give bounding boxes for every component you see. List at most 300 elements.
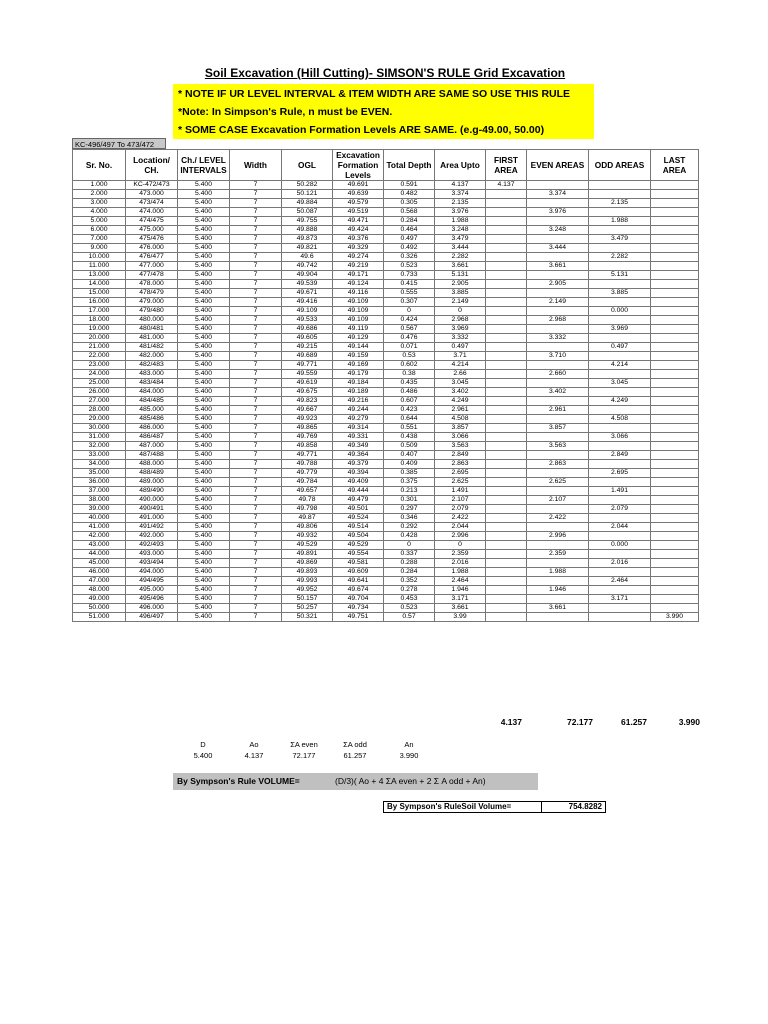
symbol-odd-label: ΣA odd bbox=[343, 740, 367, 749]
table-cell: 491.000 bbox=[126, 514, 178, 523]
table-cell: 4.214 bbox=[589, 361, 651, 370]
note-formation-levels: * SOME CASE Excavation Formation Levels ARE SAME. (e.g-49.00, 50.00) bbox=[178, 124, 545, 136]
table-cell bbox=[486, 406, 527, 415]
table-cell: 0.278 bbox=[384, 586, 435, 595]
table-cell: 2.905 bbox=[435, 280, 486, 289]
table-cell: 39.000 bbox=[73, 505, 126, 514]
table-cell: 5.400 bbox=[178, 415, 230, 424]
table-row bbox=[73, 424, 699, 433]
table-cell bbox=[486, 397, 527, 406]
table-cell: 30.000 bbox=[73, 424, 126, 433]
table-cell: 7 bbox=[230, 190, 282, 199]
table-cell: 3.661 bbox=[527, 604, 589, 613]
table-cell: 49.893 bbox=[282, 568, 333, 577]
table-cell: 5.400 bbox=[178, 262, 230, 271]
table-cell: 2.996 bbox=[435, 532, 486, 541]
table-cell bbox=[527, 487, 589, 496]
table-row bbox=[73, 253, 699, 262]
table-row bbox=[73, 235, 699, 244]
table-cell: 5.400 bbox=[178, 424, 230, 433]
table-cell bbox=[486, 208, 527, 217]
table-cell: 9.000 bbox=[73, 244, 126, 253]
table-row bbox=[73, 523, 699, 532]
table-cell: 21.000 bbox=[73, 343, 126, 352]
table-row bbox=[73, 460, 699, 469]
table-cell: 484.000 bbox=[126, 388, 178, 397]
table-cell: 2.968 bbox=[435, 316, 486, 325]
table-cell: 5.400 bbox=[178, 388, 230, 397]
table-cell: 5.400 bbox=[178, 199, 230, 208]
table-cell: 483/484 bbox=[126, 379, 178, 388]
table-cell: 5.400 bbox=[178, 496, 230, 505]
column-header: Area Upto bbox=[435, 150, 486, 181]
table-cell: 35.000 bbox=[73, 469, 126, 478]
table-cell: 37.000 bbox=[73, 487, 126, 496]
table-cell: 489/490 bbox=[126, 487, 178, 496]
table-cell: 2.107 bbox=[435, 496, 486, 505]
symbol-even-value: 72.177 bbox=[292, 751, 316, 760]
table-cell: 2.044 bbox=[435, 523, 486, 532]
table-cell bbox=[527, 523, 589, 532]
table-cell: 0.38 bbox=[384, 370, 435, 379]
table-cell: 494.000 bbox=[126, 568, 178, 577]
table-row bbox=[73, 226, 699, 235]
table-cell: 7 bbox=[230, 586, 282, 595]
table-cell: 49.394 bbox=[333, 469, 384, 478]
table-cell: 493/494 bbox=[126, 559, 178, 568]
table-cell bbox=[527, 577, 589, 586]
table-row bbox=[73, 208, 699, 217]
symbol-d-value: 5.400 bbox=[193, 751, 213, 760]
table-cell: 5.400 bbox=[178, 226, 230, 235]
table-cell: 7 bbox=[230, 289, 282, 298]
table-cell bbox=[486, 424, 527, 433]
table-row bbox=[73, 352, 699, 361]
page-title: Soil Excavation (Hill Cutting)- SIMSON'S RULE Grid Excavation bbox=[204, 66, 566, 80]
table-cell: 7 bbox=[230, 262, 282, 271]
table-row bbox=[73, 361, 699, 370]
table-cell: 487.000 bbox=[126, 442, 178, 451]
table-cell: 3.885 bbox=[589, 289, 651, 298]
table-cell: 49.144 bbox=[333, 343, 384, 352]
table-cell: 7 bbox=[230, 442, 282, 451]
table-cell: 11.000 bbox=[73, 262, 126, 271]
table-cell: 479.000 bbox=[126, 298, 178, 307]
table-cell bbox=[589, 532, 651, 541]
table-cell: 2.422 bbox=[435, 514, 486, 523]
table-cell: 3.444 bbox=[435, 244, 486, 253]
table-row bbox=[73, 298, 699, 307]
table-cell: 7 bbox=[230, 424, 282, 433]
table-cell: 2.849 bbox=[435, 451, 486, 460]
table-cell: 4.249 bbox=[435, 397, 486, 406]
table-row bbox=[73, 397, 699, 406]
table-cell: 36.000 bbox=[73, 478, 126, 487]
table-cell bbox=[486, 433, 527, 442]
table-cell: 17.000 bbox=[73, 307, 126, 316]
table-row bbox=[73, 541, 699, 550]
table-cell bbox=[589, 604, 651, 613]
table-cell bbox=[527, 469, 589, 478]
table-cell bbox=[651, 262, 699, 271]
table-cell: 5.400 bbox=[178, 523, 230, 532]
table-cell: 49.109 bbox=[333, 316, 384, 325]
table-cell: 49.932 bbox=[282, 532, 333, 541]
table-cell bbox=[486, 253, 527, 262]
table-cell: 1.988 bbox=[435, 217, 486, 226]
table-cell: 5.400 bbox=[178, 586, 230, 595]
total-first-area: 4.137 bbox=[500, 717, 522, 727]
table-cell: 46.000 bbox=[73, 568, 126, 577]
table-cell: 27.000 bbox=[73, 397, 126, 406]
table-cell: 7 bbox=[230, 235, 282, 244]
table-cell bbox=[589, 460, 651, 469]
table-cell: 0.567 bbox=[384, 325, 435, 334]
table-cell: 0.292 bbox=[384, 523, 435, 532]
table-cell: 5.400 bbox=[178, 613, 230, 622]
table-cell bbox=[589, 298, 651, 307]
table-cell: 2.359 bbox=[527, 550, 589, 559]
table-cell: 0.352 bbox=[384, 577, 435, 586]
table-cell: 1.946 bbox=[527, 586, 589, 595]
table-cell: 10.000 bbox=[73, 253, 126, 262]
table-cell: 0.644 bbox=[384, 415, 435, 424]
table-cell: 5.400 bbox=[178, 379, 230, 388]
table-cell bbox=[589, 334, 651, 343]
formula-label: By Sympson's Rule VOLUME= bbox=[177, 776, 300, 786]
table-cell: 51.000 bbox=[73, 613, 126, 622]
table-row bbox=[73, 325, 699, 334]
table-cell: 49.581 bbox=[333, 559, 384, 568]
table-cell: 0.497 bbox=[589, 343, 651, 352]
table-cell: 13.000 bbox=[73, 271, 126, 280]
table-cell: 0.346 bbox=[384, 514, 435, 523]
table-cell bbox=[651, 451, 699, 460]
table-cell: 3.402 bbox=[435, 388, 486, 397]
table-cell: 7 bbox=[230, 460, 282, 469]
table-cell bbox=[651, 253, 699, 262]
table-cell bbox=[486, 244, 527, 253]
table-cell: 2.695 bbox=[435, 469, 486, 478]
table-cell bbox=[527, 613, 589, 622]
table-cell bbox=[589, 586, 651, 595]
table-cell: 7 bbox=[230, 577, 282, 586]
table-cell: 5.400 bbox=[178, 253, 230, 262]
note-box bbox=[173, 84, 594, 139]
table-cell: 49.674 bbox=[333, 586, 384, 595]
table-cell bbox=[486, 523, 527, 532]
table-cell bbox=[527, 199, 589, 208]
table-cell: 49.798 bbox=[282, 505, 333, 514]
table-cell: 7 bbox=[230, 469, 282, 478]
table-cell: 7 bbox=[230, 406, 282, 415]
table-cell: 49.858 bbox=[282, 442, 333, 451]
table-cell bbox=[486, 199, 527, 208]
table-cell bbox=[589, 550, 651, 559]
table-cell bbox=[527, 397, 589, 406]
table-cell bbox=[589, 478, 651, 487]
table-cell: 49.671 bbox=[282, 289, 333, 298]
table-cell: 32.000 bbox=[73, 442, 126, 451]
table-cell: 22.000 bbox=[73, 352, 126, 361]
table-row bbox=[73, 316, 699, 325]
table-cell bbox=[651, 235, 699, 244]
table-cell bbox=[589, 388, 651, 397]
table-cell: 23.000 bbox=[73, 361, 126, 370]
table-cell bbox=[589, 190, 651, 199]
table-cell bbox=[486, 577, 527, 586]
table-cell: 49.109 bbox=[333, 298, 384, 307]
table-cell: 49.416 bbox=[282, 298, 333, 307]
table-cell: 0.297 bbox=[384, 505, 435, 514]
table-cell: 28.000 bbox=[73, 406, 126, 415]
table-cell: 15.000 bbox=[73, 289, 126, 298]
table-cell: 49.000 bbox=[73, 595, 126, 604]
table-cell: 4.137 bbox=[486, 181, 527, 190]
table-cell: 49.501 bbox=[333, 505, 384, 514]
table-cell: 49.471 bbox=[333, 217, 384, 226]
table-cell bbox=[527, 289, 589, 298]
table-cell: 1.946 bbox=[435, 586, 486, 595]
table-cell bbox=[527, 379, 589, 388]
table-cell: 49.742 bbox=[282, 262, 333, 271]
table-cell bbox=[651, 550, 699, 559]
table-cell: 3.969 bbox=[589, 325, 651, 334]
formula-expression: (D/3)( Ao + 4 ΣA even + 2 Σ A odd + An) bbox=[335, 776, 486, 786]
table-cell: 477/478 bbox=[126, 271, 178, 280]
table-cell: 3.479 bbox=[435, 235, 486, 244]
table-cell: 2.000 bbox=[73, 190, 126, 199]
table-cell bbox=[527, 361, 589, 370]
table-cell bbox=[486, 352, 527, 361]
table-cell bbox=[486, 514, 527, 523]
table-cell: 7 bbox=[230, 559, 282, 568]
table-cell: 489.000 bbox=[126, 478, 178, 487]
table-cell: 2.863 bbox=[527, 460, 589, 469]
table-cell bbox=[486, 532, 527, 541]
column-header: ODD AREAS bbox=[589, 150, 651, 181]
table-cell: 5.400 bbox=[178, 307, 230, 316]
table-cell: 49.329 bbox=[333, 244, 384, 253]
table-row bbox=[73, 190, 699, 199]
table-cell: 49.559 bbox=[282, 370, 333, 379]
table-cell: 0.438 bbox=[384, 433, 435, 442]
table-cell: 5.400 bbox=[178, 361, 230, 370]
table-cell bbox=[486, 217, 527, 226]
table-cell: 49.78 bbox=[282, 496, 333, 505]
table-cell bbox=[486, 451, 527, 460]
table-cell: 49.216 bbox=[333, 397, 384, 406]
table-cell: 2.149 bbox=[527, 298, 589, 307]
table-cell: 49.873 bbox=[282, 235, 333, 244]
table-cell bbox=[651, 478, 699, 487]
table-cell bbox=[486, 415, 527, 424]
table-cell: 49.274 bbox=[333, 253, 384, 262]
table-cell: 7 bbox=[230, 550, 282, 559]
table-cell: 49.788 bbox=[282, 460, 333, 469]
table-cell: 473/474 bbox=[126, 199, 178, 208]
table-cell bbox=[651, 190, 699, 199]
table-cell: 43.000 bbox=[73, 541, 126, 550]
table-cell: 486.000 bbox=[126, 424, 178, 433]
table-cell bbox=[651, 325, 699, 334]
table-cell: 7 bbox=[230, 487, 282, 496]
table-cell: 49.364 bbox=[333, 451, 384, 460]
table-cell bbox=[486, 262, 527, 271]
table-row bbox=[73, 181, 699, 190]
table-cell bbox=[651, 370, 699, 379]
table-cell: 5.400 bbox=[178, 559, 230, 568]
table-cell: 0 bbox=[435, 541, 486, 550]
table-cell: 5.400 bbox=[178, 244, 230, 253]
table-cell: 5.400 bbox=[178, 397, 230, 406]
table-cell: 486/487 bbox=[126, 433, 178, 442]
table-cell: 7 bbox=[230, 253, 282, 262]
table-cell: 473.000 bbox=[126, 190, 178, 199]
table-cell: 49.314 bbox=[333, 424, 384, 433]
table-cell: 481.000 bbox=[126, 334, 178, 343]
table-cell bbox=[651, 181, 699, 190]
table-cell: 7 bbox=[230, 316, 282, 325]
table-cell: 0.385 bbox=[384, 469, 435, 478]
table-cell bbox=[527, 217, 589, 226]
table-cell: 49.657 bbox=[282, 487, 333, 496]
table-cell: 49.409 bbox=[333, 478, 384, 487]
table-cell: 0.375 bbox=[384, 478, 435, 487]
column-header: OGL bbox=[282, 150, 333, 181]
table-cell: 49.609 bbox=[333, 568, 384, 577]
table-cell: 0.57 bbox=[384, 613, 435, 622]
table-cell: 488/489 bbox=[126, 469, 178, 478]
table-cell: 49.993 bbox=[282, 577, 333, 586]
table-cell: 480/481 bbox=[126, 325, 178, 334]
table-cell: 492/493 bbox=[126, 541, 178, 550]
table-cell bbox=[527, 325, 589, 334]
table-cell bbox=[651, 208, 699, 217]
table-cell: 6.000 bbox=[73, 226, 126, 235]
table-cell: 7 bbox=[230, 595, 282, 604]
table-cell: 0.284 bbox=[384, 217, 435, 226]
table-cell: 5.400 bbox=[178, 343, 230, 352]
table-cell: 7 bbox=[230, 343, 282, 352]
table-cell bbox=[651, 586, 699, 595]
table-cell bbox=[589, 280, 651, 289]
table-cell: 50.087 bbox=[282, 208, 333, 217]
table-cell bbox=[527, 595, 589, 604]
table-cell: 49.865 bbox=[282, 424, 333, 433]
table-cell: 49.641 bbox=[333, 577, 384, 586]
table-cell bbox=[527, 505, 589, 514]
table-cell: 3.661 bbox=[435, 262, 486, 271]
table-cell: 1.491 bbox=[589, 487, 651, 496]
table-cell: 4.214 bbox=[435, 361, 486, 370]
table-cell: 3.99 bbox=[435, 613, 486, 622]
table-cell: 477.000 bbox=[126, 262, 178, 271]
table-cell: 49.888 bbox=[282, 226, 333, 235]
table-cell: 482/483 bbox=[126, 361, 178, 370]
table-cell: 7 bbox=[230, 478, 282, 487]
table-cell: 49.529 bbox=[282, 541, 333, 550]
table-cell: 7 bbox=[230, 415, 282, 424]
table-cell: 7 bbox=[230, 613, 282, 622]
table-cell: 3.976 bbox=[527, 208, 589, 217]
table-cell: 7 bbox=[230, 325, 282, 334]
total-last-area: 3.990 bbox=[678, 717, 700, 727]
soil-volume-box bbox=[383, 801, 606, 813]
table-cell: 0.326 bbox=[384, 253, 435, 262]
table-cell: 2.282 bbox=[435, 253, 486, 262]
table-row bbox=[73, 586, 699, 595]
table-cell: 49.376 bbox=[333, 235, 384, 244]
table-cell: 3.374 bbox=[435, 190, 486, 199]
table-row bbox=[73, 577, 699, 586]
table-cell: 7 bbox=[230, 541, 282, 550]
formula-bar bbox=[173, 773, 538, 790]
table-cell bbox=[486, 316, 527, 325]
table-cell: 5.400 bbox=[178, 217, 230, 226]
table-cell: 5.400 bbox=[178, 604, 230, 613]
table-cell: 49.87 bbox=[282, 514, 333, 523]
table-cell: 492.000 bbox=[126, 532, 178, 541]
table-cell: 4.508 bbox=[435, 415, 486, 424]
table-cell: 3.000 bbox=[73, 199, 126, 208]
table-cell: 49.771 bbox=[282, 451, 333, 460]
table-row bbox=[73, 487, 699, 496]
table-cell: 0.602 bbox=[384, 361, 435, 370]
table-cell bbox=[589, 208, 651, 217]
table-cell bbox=[651, 460, 699, 469]
table-cell: 49.215 bbox=[282, 343, 333, 352]
table-cell: 5.400 bbox=[178, 289, 230, 298]
table-cell: 49.779 bbox=[282, 469, 333, 478]
table-cell: 3.661 bbox=[435, 604, 486, 613]
table-row bbox=[73, 289, 699, 298]
table-cell: 0.288 bbox=[384, 559, 435, 568]
table-cell: 5.400 bbox=[178, 442, 230, 451]
table-cell: 5.400 bbox=[178, 190, 230, 199]
table-cell: 5.400 bbox=[178, 298, 230, 307]
table-cell: 483.000 bbox=[126, 370, 178, 379]
table-cell: 4.249 bbox=[589, 397, 651, 406]
table-cell: 3.171 bbox=[435, 595, 486, 604]
table-cell: 2.135 bbox=[589, 199, 651, 208]
table-cell bbox=[651, 505, 699, 514]
table-row bbox=[73, 307, 699, 316]
table-cell: 49.579 bbox=[333, 199, 384, 208]
table-cell: 49.116 bbox=[333, 289, 384, 298]
table-cell: 0.53 bbox=[384, 352, 435, 361]
table-cell: 494/495 bbox=[126, 577, 178, 586]
table-cell: 2.625 bbox=[527, 478, 589, 487]
table-cell: 1.491 bbox=[435, 487, 486, 496]
symbol-ao-value: 4.137 bbox=[244, 751, 264, 760]
table-cell: 5.131 bbox=[435, 271, 486, 280]
table-cell: 7 bbox=[230, 496, 282, 505]
total-even-areas: 72.177 bbox=[567, 717, 593, 727]
table-cell: 476.000 bbox=[126, 244, 178, 253]
table-cell bbox=[486, 190, 527, 199]
table-cell: 496.000 bbox=[126, 604, 178, 613]
table-cell: 49.219 bbox=[333, 262, 384, 271]
table-cell bbox=[486, 487, 527, 496]
table-cell: 7 bbox=[230, 226, 282, 235]
table-cell: 480.000 bbox=[126, 316, 178, 325]
table-cell: 49.184 bbox=[333, 379, 384, 388]
table-cell: 49.279 bbox=[333, 415, 384, 424]
table-cell: 16.000 bbox=[73, 298, 126, 307]
table-cell: 49.869 bbox=[282, 559, 333, 568]
table-row bbox=[73, 388, 699, 397]
